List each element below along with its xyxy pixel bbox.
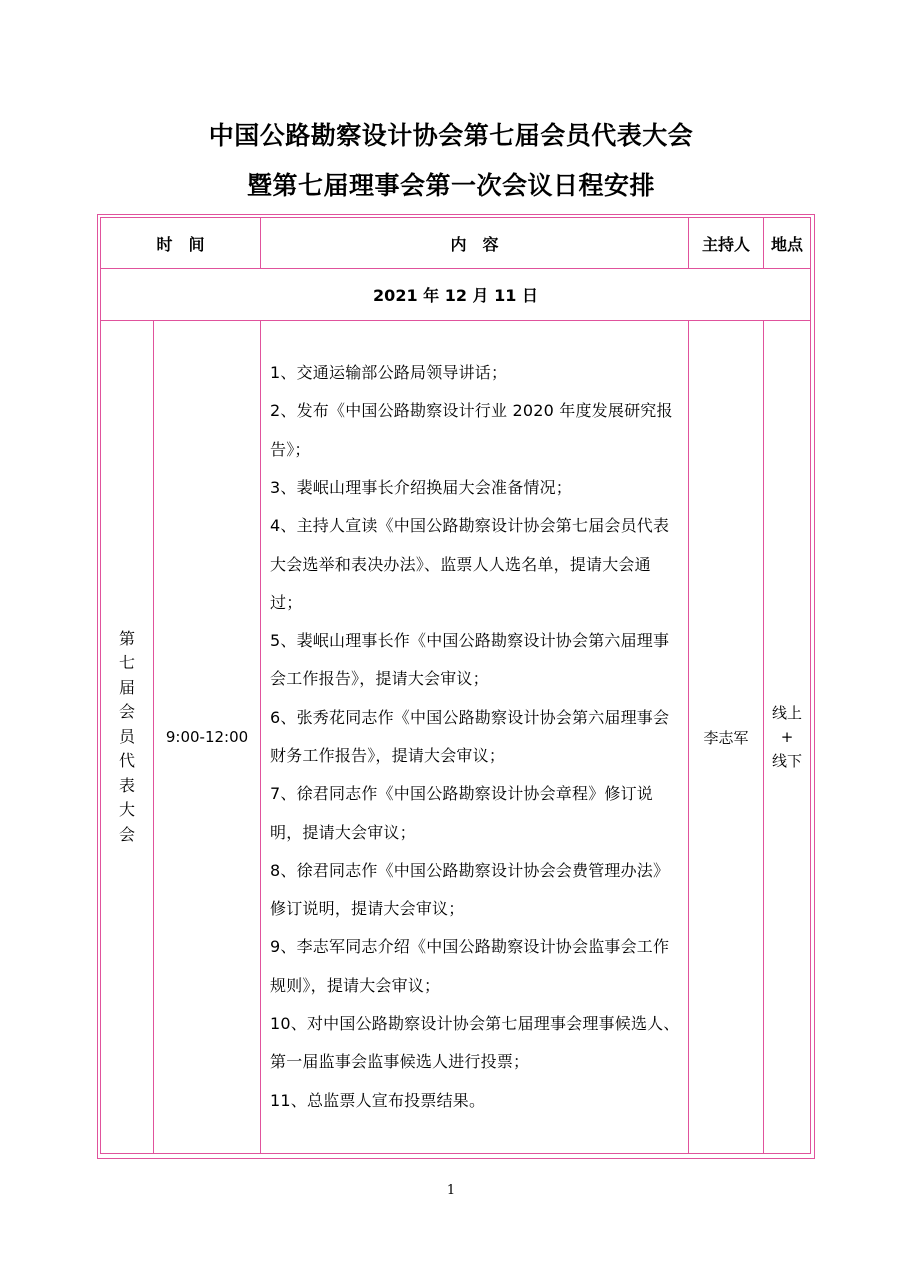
agenda-item: 10、对中国公路勘察设计协会第七届理事会理事候选人、第一届监事会监事候选人进行投票； bbox=[270, 1014, 680, 1072]
header-time: 时 间 bbox=[101, 218, 261, 269]
session-host: 李志军 bbox=[689, 321, 764, 1154]
place-line: 线下 bbox=[772, 752, 803, 770]
page-title-line-2: 暨第七届理事会第一次会议日程安排 bbox=[246, 171, 655, 200]
agenda-item: 5、裴岷山理事长作《中国公路勘察设计协会第六届理事会工作报告》，提请大会审议； bbox=[270, 631, 670, 689]
session-name-char: 第 bbox=[118, 628, 135, 648]
session-time: 9:00-12:00 bbox=[154, 321, 261, 1154]
session-name-char: 会 bbox=[118, 702, 135, 722]
agenda-item: 11、总监票人宣布投票结果。 bbox=[270, 1090, 486, 1110]
schedule-table bbox=[97, 214, 815, 1159]
agenda-item: 4、主持人宣读《中国公路勘察设计协会第七届会员代表大会选举和表决办法》、监票人人选名单，提请大会通过； bbox=[270, 516, 670, 612]
agenda-item: 7、徐君同志作《中国公路勘察设计协会章程》修订说明，提请大会审议； bbox=[270, 784, 653, 842]
table-row bbox=[101, 321, 811, 1154]
session-name bbox=[101, 321, 154, 1154]
session-place bbox=[764, 321, 811, 1154]
session-name-char: 届 bbox=[118, 677, 135, 697]
session-name-char: 七 bbox=[118, 653, 135, 673]
session-name-char: 代 bbox=[118, 751, 135, 771]
agenda-item: 3、裴岷山理事长介绍换届大会准备情况； bbox=[270, 477, 572, 497]
session-name-char: 会 bbox=[118, 824, 135, 844]
header-place: 地点 bbox=[764, 218, 811, 269]
session-name-char: 表 bbox=[118, 775, 135, 795]
date-row bbox=[101, 269, 811, 321]
place-line: + bbox=[780, 728, 794, 746]
table-header-row bbox=[101, 218, 811, 269]
agenda-item: 1、交通运输部公路局领导讲话； bbox=[270, 363, 508, 383]
page-title-line-1: 中国公路勘察设计协会第七届会员代表大会 bbox=[208, 121, 694, 150]
agenda-item: 2、发布《中国公路勘察设计行业 2020 年度发展研究报告》； bbox=[270, 401, 673, 459]
header-content: 内 容 bbox=[261, 218, 689, 269]
agenda-content bbox=[261, 321, 689, 1154]
schedule-date: 2021 年 12 月 11 日 bbox=[101, 269, 811, 321]
header-host: 主持人 bbox=[689, 218, 764, 269]
agenda-item: 8、徐君同志作《中国公路勘察设计协会会费管理办法》修订说明，提请大会审议； bbox=[270, 860, 670, 919]
agenda-item: 9、李志军同志介绍《中国公路勘察设计协会监事会工作规则》，提请大会审议； bbox=[270, 937, 670, 995]
place-line: 线上 bbox=[772, 704, 803, 722]
session-name-char: 员 bbox=[118, 726, 135, 746]
agenda-item: 6、张秀花同志作《中国公路勘察设计协会第六届理事会财务工作报告》，提请大会审议； bbox=[270, 707, 670, 765]
session-name-char: 大 bbox=[118, 800, 135, 820]
page-number: 1 bbox=[446, 1183, 456, 1198]
